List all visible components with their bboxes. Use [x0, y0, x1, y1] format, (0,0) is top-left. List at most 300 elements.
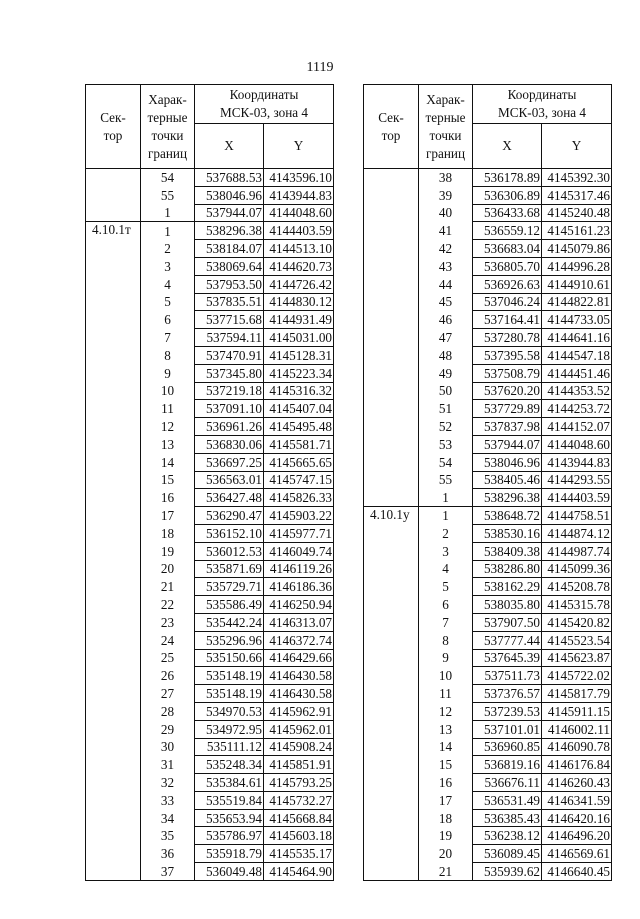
point-cell: 30 [141, 738, 195, 756]
table-row [364, 186, 612, 204]
sector-cell [364, 346, 419, 364]
table-row [364, 169, 612, 187]
x-cell: 535786.97 [195, 827, 264, 845]
table-row [364, 507, 612, 525]
sector-cell [364, 471, 419, 489]
table-row [86, 827, 334, 845]
y-cell: 4145392.30 [542, 169, 612, 187]
point-cell: 50 [419, 382, 473, 400]
point-cell: 29 [141, 720, 195, 738]
sector-cell [86, 346, 141, 364]
x-cell: 537101.01 [473, 720, 542, 738]
header-y: Y [542, 124, 612, 169]
point-cell: 54 [141, 169, 195, 187]
y-cell: 4144620.73 [264, 257, 334, 275]
table-row [364, 471, 612, 489]
table-row [86, 702, 334, 720]
y-cell: 4145747.15 [264, 471, 334, 489]
table-row [364, 613, 612, 631]
x-cell: 538286.80 [473, 560, 542, 578]
sector-cell [86, 613, 141, 631]
x-cell: 537729.89 [473, 400, 542, 418]
point-cell: 31 [141, 756, 195, 774]
sector-cell [86, 578, 141, 596]
table-row [86, 204, 334, 222]
table-row [86, 311, 334, 329]
x-cell: 537645.39 [473, 649, 542, 667]
table-row [364, 435, 612, 453]
sector-cell [86, 418, 141, 436]
table-row [364, 720, 612, 738]
sector-cell [364, 631, 419, 649]
table-row [364, 560, 612, 578]
x-cell: 535111.12 [195, 738, 264, 756]
x-cell: 537091.10 [195, 400, 264, 418]
y-cell: 4145851.91 [264, 756, 334, 774]
table-row [86, 649, 334, 667]
point-cell: 11 [419, 685, 473, 703]
x-cell: 537511.73 [473, 667, 542, 685]
point-cell: 41 [419, 222, 473, 240]
table-row [364, 791, 612, 809]
x-cell: 537345.80 [195, 364, 264, 382]
x-cell: 537837.98 [473, 418, 542, 436]
x-cell: 538405.46 [473, 471, 542, 489]
header-x: X [473, 124, 542, 169]
y-cell: 4146430.58 [264, 667, 334, 685]
y-cell: 4144874.12 [542, 524, 612, 542]
y-cell: 4145903.22 [264, 507, 334, 525]
sector-cell [86, 293, 141, 311]
sector-cell: 4.10.1т [86, 222, 141, 240]
table-row [86, 720, 334, 738]
y-cell: 4146640.45 [542, 863, 612, 881]
table-row [86, 809, 334, 827]
point-cell: 17 [141, 507, 195, 525]
y-cell: 4145420.82 [542, 613, 612, 631]
y-cell: 4144987.74 [542, 542, 612, 560]
y-cell: 4145732.27 [264, 791, 334, 809]
y-cell: 4146002.11 [542, 720, 612, 738]
sector-cell [86, 809, 141, 827]
table-row [86, 382, 334, 400]
x-cell: 536385.43 [473, 809, 542, 827]
table-row [86, 507, 334, 525]
x-cell: 538035.80 [473, 596, 542, 614]
sector-cell [86, 702, 141, 720]
point-cell: 28 [141, 702, 195, 720]
table-row [364, 649, 612, 667]
point-cell: 47 [419, 329, 473, 347]
y-cell: 4144353.52 [542, 382, 612, 400]
y-cell: 4144451.46 [542, 364, 612, 382]
x-cell: 537688.53 [195, 169, 264, 187]
table-row [86, 863, 334, 881]
header-sector: Сек- тор [86, 85, 141, 169]
table-row [86, 240, 334, 258]
table-row [86, 471, 334, 489]
point-cell: 2 [141, 240, 195, 258]
sector-cell [364, 827, 419, 845]
point-cell: 6 [419, 596, 473, 614]
x-cell: 535653.94 [195, 809, 264, 827]
point-cell: 52 [419, 418, 473, 436]
point-cell: 14 [419, 738, 473, 756]
table-row [364, 329, 612, 347]
point-cell: 11 [141, 400, 195, 418]
x-cell: 538046.96 [473, 453, 542, 471]
sector-cell [86, 257, 141, 275]
table-row [364, 596, 612, 614]
sector-cell [364, 204, 419, 222]
sector-cell [86, 774, 141, 792]
sector-cell [86, 471, 141, 489]
x-cell: 537376.57 [473, 685, 542, 703]
sector-cell [364, 418, 419, 436]
table-row [364, 631, 612, 649]
y-cell: 4144048.60 [542, 435, 612, 453]
sector-cell [86, 507, 141, 525]
x-cell: 536559.12 [473, 222, 542, 240]
sector-cell [86, 738, 141, 756]
x-cell: 538296.38 [195, 222, 264, 240]
sector-cell [364, 435, 419, 453]
y-cell: 4144293.55 [542, 471, 612, 489]
header-points: Харак- терные точки границ [141, 85, 195, 169]
point-cell: 8 [141, 346, 195, 364]
point-cell: 4 [141, 275, 195, 293]
x-cell: 535729.71 [195, 578, 264, 596]
x-cell: 535519.84 [195, 791, 264, 809]
sector-cell [364, 186, 419, 204]
x-cell: 536961.26 [195, 418, 264, 436]
x-cell: 537280.78 [473, 329, 542, 347]
y-cell: 4145316.32 [264, 382, 334, 400]
point-cell: 32 [141, 774, 195, 792]
sector-cell [86, 560, 141, 578]
sector-cell [364, 863, 419, 881]
point-cell: 22 [141, 596, 195, 614]
sector-cell [86, 382, 141, 400]
point-cell: 33 [141, 791, 195, 809]
sector-cell [364, 293, 419, 311]
point-cell: 5 [419, 578, 473, 596]
x-cell: 537777.44 [473, 631, 542, 649]
point-cell: 13 [419, 720, 473, 738]
x-cell: 538184.07 [195, 240, 264, 258]
y-cell: 4146496.20 [542, 827, 612, 845]
y-cell: 4145962.91 [264, 702, 334, 720]
sector-cell [86, 631, 141, 649]
x-cell: 538296.38 [473, 489, 542, 507]
y-cell: 4143596.10 [264, 169, 334, 187]
point-cell: 21 [419, 863, 473, 881]
x-cell: 536819.16 [473, 756, 542, 774]
x-cell: 536049.48 [195, 863, 264, 881]
table-row [86, 453, 334, 471]
table-row [364, 400, 612, 418]
x-cell: 537395.58 [473, 346, 542, 364]
point-cell: 20 [419, 845, 473, 863]
x-cell: 537944.07 [195, 204, 264, 222]
table-row [364, 524, 612, 542]
y-cell: 4145223.34 [264, 364, 334, 382]
x-cell: 535148.19 [195, 685, 264, 703]
x-cell: 536306.89 [473, 186, 542, 204]
sector-cell [364, 169, 419, 187]
sector-cell [364, 542, 419, 560]
point-cell: 55 [419, 471, 473, 489]
y-cell: 4145962.01 [264, 720, 334, 738]
point-cell: 19 [141, 542, 195, 560]
x-cell: 536683.04 [473, 240, 542, 258]
table-row [86, 364, 334, 382]
header-y: Y [264, 124, 334, 169]
table-row [364, 756, 612, 774]
table-row [86, 596, 334, 614]
point-cell: 54 [419, 453, 473, 471]
x-cell: 536152.10 [195, 524, 264, 542]
point-cell: 3 [419, 542, 473, 560]
header-x: X [195, 124, 264, 169]
y-cell: 4144547.18 [542, 346, 612, 364]
table-row [86, 791, 334, 809]
table-row [364, 863, 612, 881]
x-cell: 538530.16 [473, 524, 542, 542]
point-cell: 1 [419, 489, 473, 507]
y-cell: 4145911.15 [542, 702, 612, 720]
table-row [86, 738, 334, 756]
y-cell: 4145317.46 [542, 186, 612, 204]
y-cell: 4144403.59 [264, 222, 334, 240]
coordinates-table-right [363, 84, 612, 881]
point-cell: 1 [141, 204, 195, 222]
x-cell: 536012.53 [195, 542, 264, 560]
table-row [86, 435, 334, 453]
sector-cell [364, 257, 419, 275]
table-row [364, 204, 612, 222]
x-cell: 537620.20 [473, 382, 542, 400]
table-row [364, 382, 612, 400]
table-row [364, 578, 612, 596]
table-row [86, 774, 334, 792]
y-cell: 4145817.79 [542, 685, 612, 703]
y-cell: 4145603.18 [264, 827, 334, 845]
x-cell: 537164.41 [473, 311, 542, 329]
table-row [364, 542, 612, 560]
y-cell: 4144152.07 [542, 418, 612, 436]
sector-cell [86, 364, 141, 382]
point-cell: 26 [141, 667, 195, 685]
y-cell: 4145665.65 [264, 453, 334, 471]
table-row [86, 418, 334, 436]
y-cell: 4145623.87 [542, 649, 612, 667]
table-row [86, 222, 334, 240]
x-cell: 537715.68 [195, 311, 264, 329]
table-row [86, 346, 334, 364]
x-cell: 537508.79 [473, 364, 542, 382]
point-cell: 15 [141, 471, 195, 489]
x-cell: 536433.68 [473, 204, 542, 222]
y-cell: 4146372.74 [264, 631, 334, 649]
x-cell: 535150.66 [195, 649, 264, 667]
point-cell: 7 [141, 329, 195, 347]
y-cell: 4145523.54 [542, 631, 612, 649]
x-cell: 537907.50 [473, 613, 542, 631]
sector-cell: 4.10.1у [364, 507, 419, 525]
point-cell: 14 [141, 453, 195, 471]
y-cell: 4144733.05 [542, 311, 612, 329]
y-cell: 4144822.81 [542, 293, 612, 311]
y-cell: 4146260.43 [542, 774, 612, 792]
y-cell: 4145031.00 [264, 329, 334, 347]
sector-cell [364, 738, 419, 756]
table-row [86, 293, 334, 311]
y-cell: 4146429.66 [264, 649, 334, 667]
y-cell: 4145407.04 [264, 400, 334, 418]
sector-cell [86, 400, 141, 418]
table-row [364, 827, 612, 845]
sector-cell [86, 720, 141, 738]
point-cell: 10 [141, 382, 195, 400]
y-cell: 4145208.78 [542, 578, 612, 596]
sector-cell [364, 774, 419, 792]
point-cell: 44 [419, 275, 473, 293]
header-points: Харак- терные точки границ [419, 85, 473, 169]
point-cell: 12 [419, 702, 473, 720]
point-cell: 39 [419, 186, 473, 204]
header-coordinates: Координаты МСК-03, зона 4 [473, 85, 612, 124]
point-cell: 21 [141, 578, 195, 596]
x-cell: 535248.34 [195, 756, 264, 774]
y-cell: 4144403.59 [542, 489, 612, 507]
y-cell: 4145315.78 [542, 596, 612, 614]
sector-cell [86, 756, 141, 774]
point-cell: 37 [141, 863, 195, 881]
point-cell: 48 [419, 346, 473, 364]
sector-cell [86, 596, 141, 614]
point-cell: 19 [419, 827, 473, 845]
x-cell: 536926.63 [473, 275, 542, 293]
sector-cell [364, 685, 419, 703]
point-cell: 53 [419, 435, 473, 453]
table-row [364, 364, 612, 382]
x-cell: 535384.61 [195, 774, 264, 792]
sector-cell [86, 275, 141, 293]
table-row [86, 489, 334, 507]
table-row [364, 685, 612, 703]
header-sector: Сек- тор [364, 85, 419, 169]
table-row [86, 685, 334, 703]
table-row [364, 774, 612, 792]
table-row [86, 845, 334, 863]
sector-cell [364, 453, 419, 471]
sector-cell [364, 240, 419, 258]
sector-cell [364, 222, 419, 240]
sector-cell [86, 240, 141, 258]
sector-cell [86, 169, 141, 187]
table-row [364, 845, 612, 863]
sector-cell [364, 275, 419, 293]
point-cell: 23 [141, 613, 195, 631]
x-cell: 536563.01 [195, 471, 264, 489]
point-cell: 24 [141, 631, 195, 649]
y-cell: 4145722.02 [542, 667, 612, 685]
sector-cell [364, 596, 419, 614]
sector-cell [364, 649, 419, 667]
table-row [364, 702, 612, 720]
point-cell: 1 [141, 222, 195, 240]
x-cell: 536238.12 [473, 827, 542, 845]
x-cell: 535442.24 [195, 613, 264, 631]
table-row [364, 346, 612, 364]
sector-cell [86, 435, 141, 453]
table-row [364, 275, 612, 293]
sector-cell [86, 827, 141, 845]
y-cell: 4145581.71 [264, 435, 334, 453]
point-cell: 43 [419, 257, 473, 275]
x-cell: 534970.53 [195, 702, 264, 720]
table-row [86, 560, 334, 578]
point-cell: 9 [419, 649, 473, 667]
y-cell: 4143944.83 [264, 186, 334, 204]
table-row [364, 240, 612, 258]
y-cell: 4143944.83 [542, 453, 612, 471]
table-row [364, 311, 612, 329]
coordinates-table-left [85, 84, 334, 881]
point-cell: 49 [419, 364, 473, 382]
x-cell: 537594.11 [195, 329, 264, 347]
point-cell: 25 [141, 649, 195, 667]
point-cell: 34 [141, 809, 195, 827]
y-cell: 4144048.60 [264, 204, 334, 222]
x-cell: 537046.24 [473, 293, 542, 311]
y-cell: 4144931.49 [264, 311, 334, 329]
sector-cell [86, 453, 141, 471]
x-cell: 537219.18 [195, 382, 264, 400]
y-cell: 4144830.12 [264, 293, 334, 311]
table-row [86, 578, 334, 596]
sector-cell [86, 186, 141, 204]
y-cell: 4145495.48 [264, 418, 334, 436]
point-cell: 1 [419, 507, 473, 525]
point-cell: 10 [419, 667, 473, 685]
table-row [86, 667, 334, 685]
point-cell: 20 [141, 560, 195, 578]
sector-cell [86, 311, 141, 329]
sector-cell [86, 524, 141, 542]
y-cell: 4145099.36 [542, 560, 612, 578]
table-body-right [364, 169, 612, 881]
table-row [364, 453, 612, 471]
y-cell: 4145128.31 [264, 346, 334, 364]
point-cell: 55 [141, 186, 195, 204]
x-cell: 534972.95 [195, 720, 264, 738]
y-cell: 4145793.25 [264, 774, 334, 792]
header-coordinates: Координаты МСК-03, зона 4 [195, 85, 334, 124]
point-cell: 6 [141, 311, 195, 329]
x-cell: 538046.96 [195, 186, 264, 204]
sector-cell [364, 667, 419, 685]
page-number: 1119 [306, 60, 334, 75]
y-cell: 4146176.84 [542, 756, 612, 774]
sector-cell [86, 685, 141, 703]
y-cell: 4145161.23 [542, 222, 612, 240]
y-cell: 4146313.07 [264, 613, 334, 631]
point-cell: 40 [419, 204, 473, 222]
table-row [364, 293, 612, 311]
x-cell: 536089.45 [473, 845, 542, 863]
